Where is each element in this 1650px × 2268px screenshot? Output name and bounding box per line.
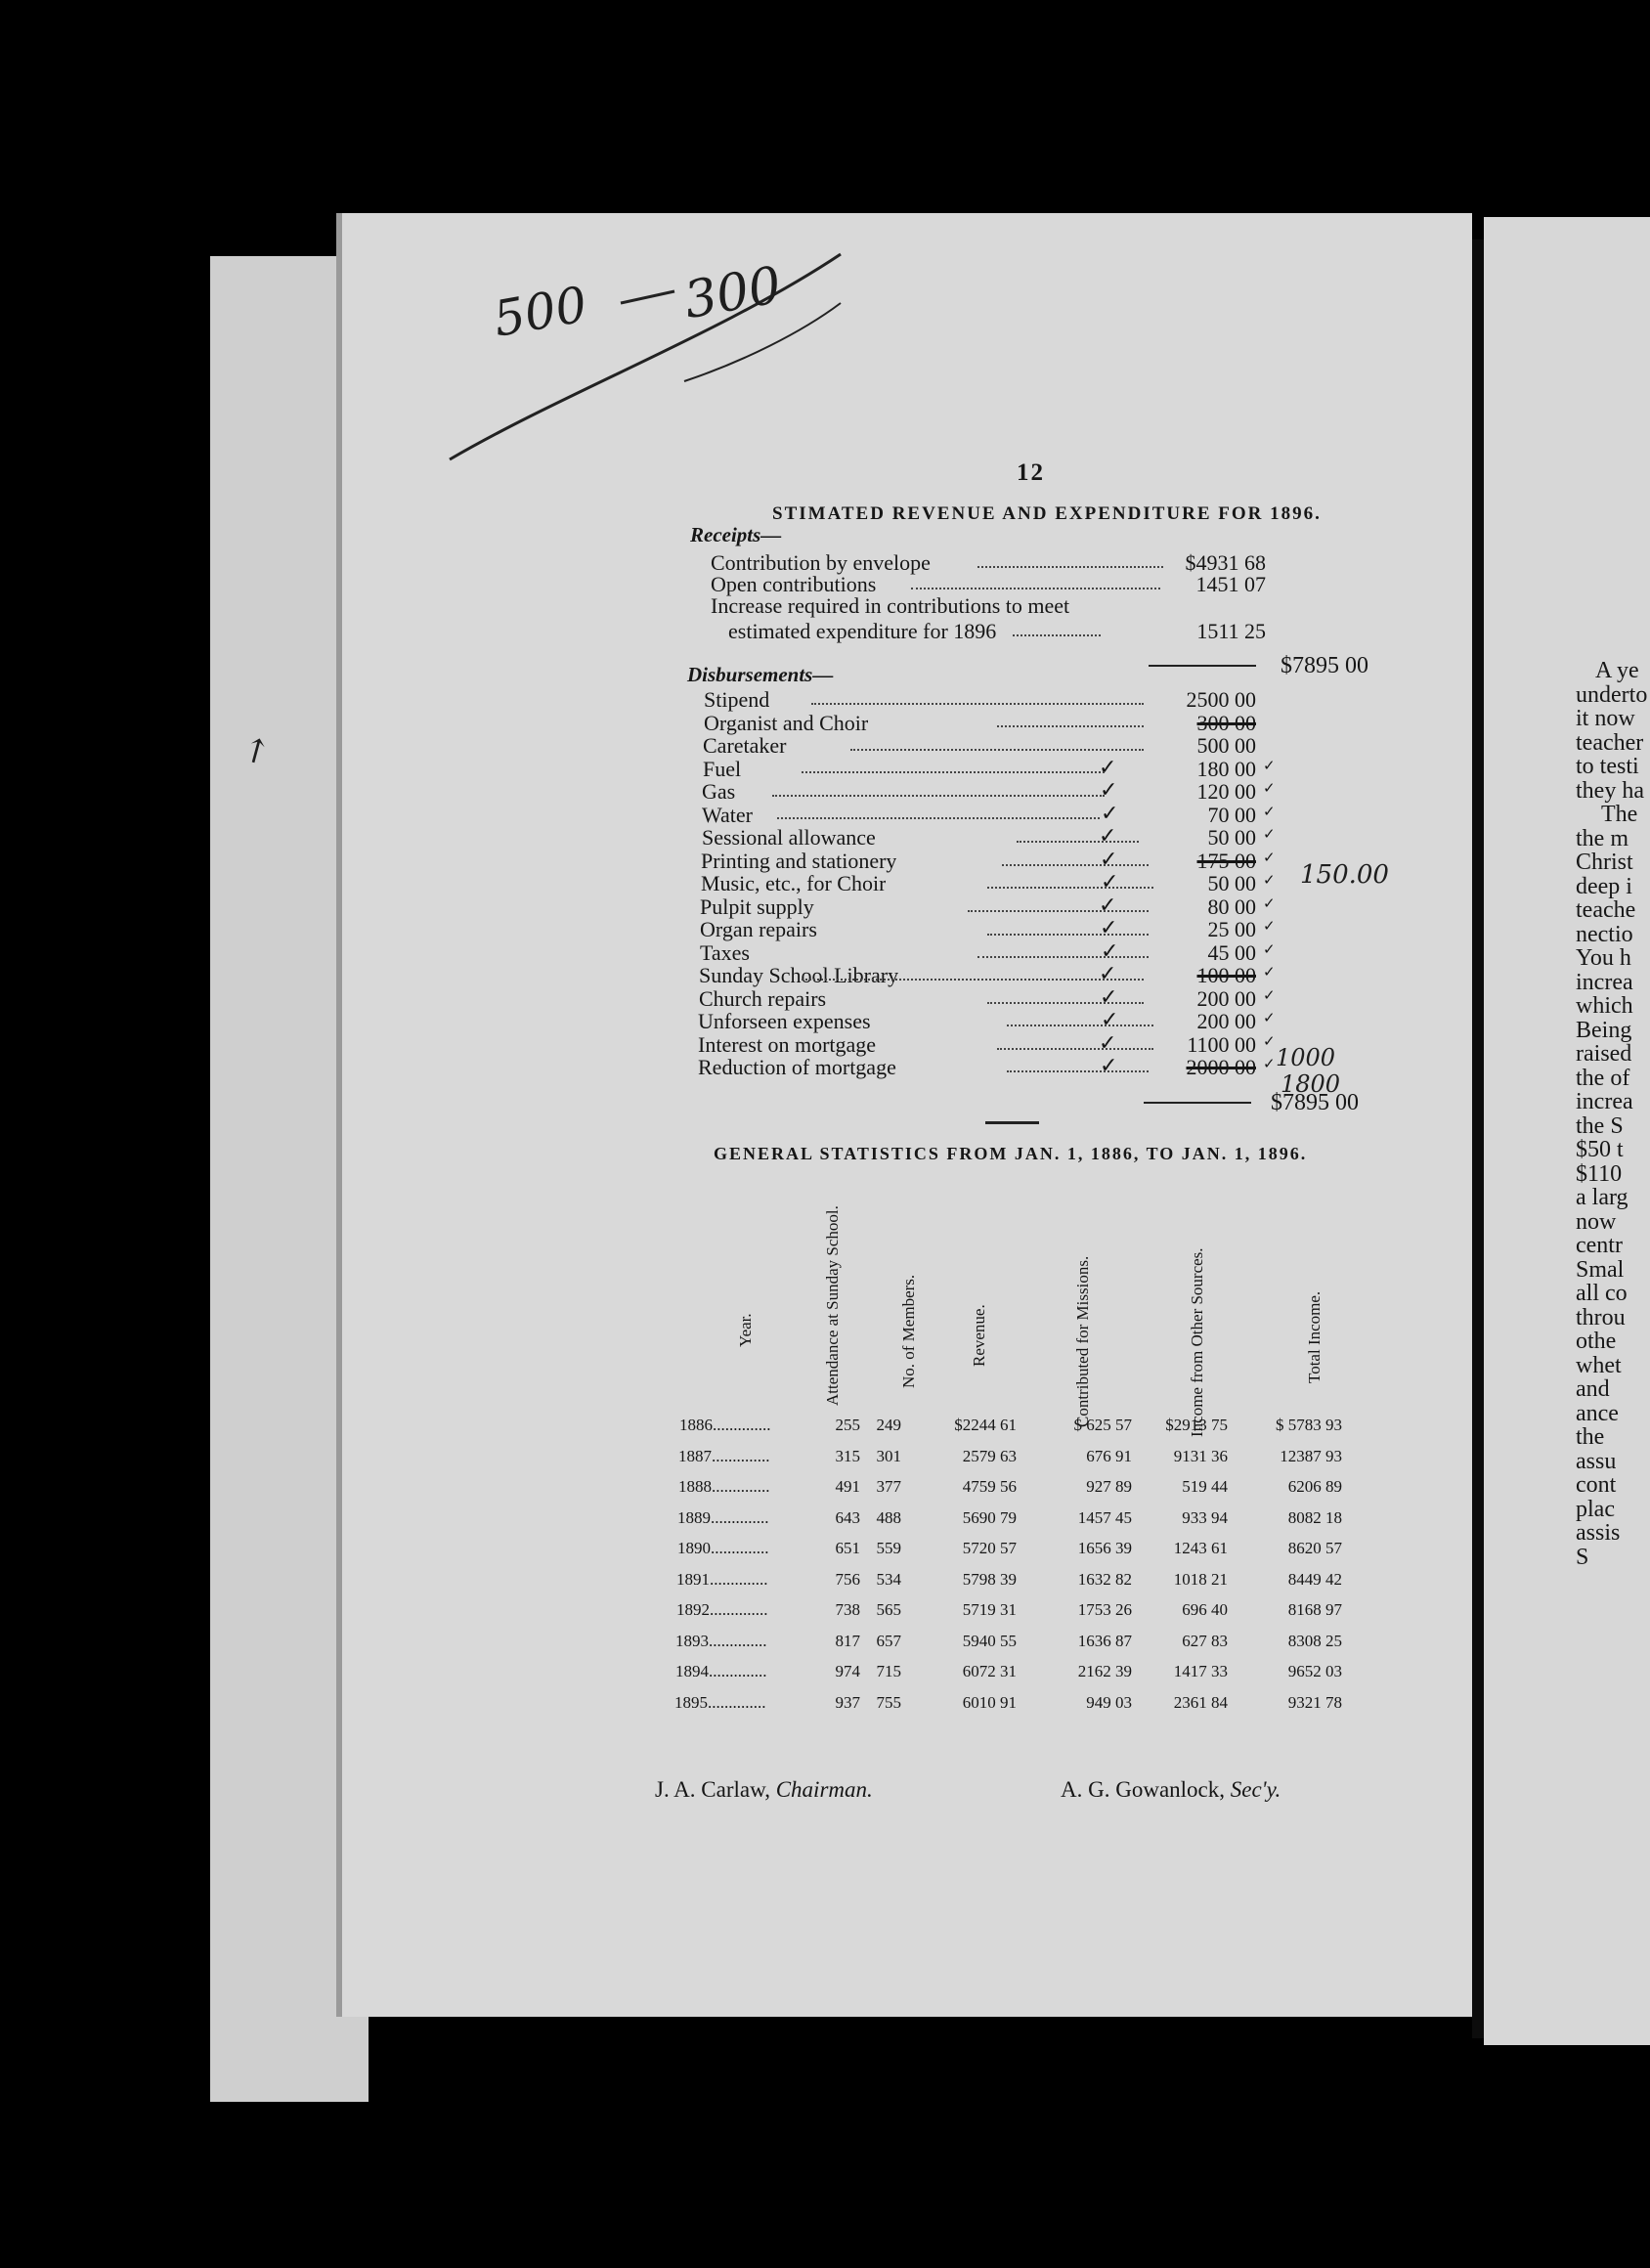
- disbursement-amount: 2500 00: [1186, 687, 1256, 712]
- table-cell: 5720 57: [962, 1539, 1017, 1557]
- handwritten-note-2: 1000: [1276, 1044, 1336, 1071]
- year-value: 1889: [677, 1507, 711, 1527]
- check-mark-icon: ✓: [1100, 846, 1118, 871]
- small-check-icon: ✓: [1263, 895, 1276, 912]
- column-header: Year.: [736, 1313, 755, 1347]
- disbursement-label: Gas: [702, 779, 736, 804]
- section-divider: [985, 1121, 1039, 1124]
- disbursement-amount: 1100 00: [1187, 1031, 1256, 1057]
- disbursement-label: Water: [702, 802, 753, 827]
- leader-dots: [802, 771, 1105, 773]
- check-mark-icon: ✓: [1100, 983, 1118, 1009]
- receipts-rule: [1149, 665, 1256, 667]
- column-header: Attendance at Sunday School.: [823, 1205, 842, 1406]
- small-check-icon: ✓: [1263, 965, 1276, 981]
- small-check-icon: ✓: [1263, 804, 1276, 820]
- right-page-line: The: [1601, 802, 1638, 827]
- table-cell: 1457 45: [1077, 1507, 1132, 1527]
- disbursement-label: Interest on mortgage: [698, 1031, 877, 1057]
- table-cell: 627 83: [1182, 1631, 1228, 1650]
- table-cell: 301: [876, 1446, 901, 1465]
- disbursement-amount: 2000 00: [1186, 1055, 1256, 1079]
- table-cell: 8082 18: [1287, 1507, 1342, 1527]
- table-cell-year: [679, 1416, 802, 1435]
- handwritten-number-1: 500: [489, 276, 591, 348]
- right-page-line: whet: [1576, 1352, 1622, 1378]
- disbursement-amount: 70 00: [1207, 802, 1256, 827]
- check-mark-icon: ✓: [1101, 800, 1119, 825]
- disbursement-label: Unforseen expenses: [698, 1009, 871, 1033]
- disbursement-amount: 80 00: [1207, 894, 1256, 919]
- disbursement-amount: 175 00: [1196, 848, 1256, 873]
- disbursement-label: Caretaker: [703, 733, 787, 758]
- table-cell-year: [674, 1693, 797, 1713]
- leader-dots: [1017, 841, 1139, 843]
- secretary-signature: [1061, 1777, 1281, 1803]
- right-page-line: increa: [1576, 1089, 1633, 1114]
- table-cell: 2162 39: [1077, 1662, 1132, 1680]
- year-value: 1895: [674, 1692, 708, 1712]
- handwritten-marks: [430, 244, 860, 469]
- table-cell: 249: [876, 1416, 901, 1434]
- right-page-line: the: [1576, 1424, 1605, 1450]
- disbursement-amount: 180 00: [1196, 756, 1256, 781]
- table-cell: 9131 36: [1173, 1446, 1228, 1465]
- table-cell: 255: [835, 1416, 860, 1434]
- receipt-amount: 1511 25: [1196, 619, 1266, 643]
- leader-dots: [1002, 864, 1149, 866]
- right-page-line: You h: [1576, 945, 1631, 971]
- right-page-line: the S: [1576, 1112, 1624, 1139]
- leader-dots: ..............: [711, 1507, 769, 1527]
- receipt-amount: 1451 07: [1195, 572, 1266, 596]
- table-cell: 696 40: [1182, 1600, 1228, 1619]
- right-page-line: assu: [1576, 1448, 1617, 1474]
- receipts-heading: Receipts—: [690, 523, 782, 546]
- secretary-title: Sec'y.: [1230, 1777, 1281, 1802]
- table-cell-year: [675, 1632, 798, 1651]
- receipt-amount: $4931 68: [1185, 550, 1266, 575]
- table-cell: 491: [835, 1477, 860, 1496]
- handwritten-note-1: 150.00: [1300, 860, 1389, 890]
- right-page-line: increa: [1576, 969, 1633, 995]
- table-cell: 565: [876, 1600, 901, 1619]
- table-cell: 12387 93: [1280, 1446, 1342, 1465]
- right-page-line: $50 t: [1576, 1137, 1624, 1162]
- year-value: 1888: [678, 1477, 712, 1496]
- small-check-icon: ✓: [1263, 941, 1276, 958]
- right-page-line: deep i: [1576, 873, 1632, 899]
- table-cell: 6010 91: [962, 1692, 1017, 1712]
- table-cell: 5719 31: [962, 1600, 1017, 1619]
- table-cell: 715: [876, 1662, 901, 1680]
- disbursement-label: Reduction of mortgage: [698, 1055, 896, 1079]
- disbursement-amount: 45 00: [1207, 939, 1256, 965]
- small-check-icon: ✓: [1263, 850, 1276, 866]
- right-page-line: A ye: [1595, 658, 1639, 683]
- small-check-icon: ✓: [1263, 919, 1276, 935]
- table-cell: 5940 55: [962, 1631, 1017, 1650]
- right-page-line: now: [1576, 1208, 1617, 1235]
- right-page-line: they ha: [1576, 777, 1644, 804]
- leader-dots: [997, 1048, 1153, 1050]
- leader-dots: ..............: [712, 1446, 770, 1465]
- table-cell: 933 94: [1182, 1507, 1228, 1527]
- column-header: Contributed for Missions.: [1073, 1255, 1092, 1427]
- table-cell: 559: [876, 1539, 901, 1557]
- table-cell: 9321 78: [1287, 1692, 1342, 1712]
- right-page-line: teacher: [1576, 729, 1644, 756]
- small-check-icon: ✓: [1263, 873, 1276, 889]
- table-cell: $2913 75: [1165, 1416, 1228, 1434]
- table-cell: 9652 03: [1287, 1662, 1342, 1680]
- disbursement-label: Sunday School Library: [699, 963, 899, 987]
- check-mark-icon: ✓: [1101, 1007, 1119, 1031]
- leader-dots: ..............: [708, 1692, 766, 1712]
- leader-dots: ..............: [709, 1631, 767, 1650]
- receipt-label: estimated expenditure for 1896: [728, 619, 997, 643]
- table-cell: 5690 79: [962, 1507, 1017, 1527]
- disbursement-amount: 50 00: [1207, 825, 1256, 850]
- margin-mark-icon: ↗: [234, 726, 279, 775]
- table-cell: 657: [876, 1631, 901, 1650]
- year-value: 1887: [678, 1446, 712, 1465]
- leader-dots: ..............: [709, 1662, 767, 1680]
- check-mark-icon: ✓: [1099, 892, 1117, 917]
- disbursement-label: Pulpit supply: [700, 894, 814, 919]
- leader-dots: [977, 566, 1163, 568]
- disbursement-amount: 500 00: [1196, 733, 1256, 758]
- check-mark-icon: ✓: [1100, 915, 1118, 939]
- receipt-label: Increase required in contributions to meet: [711, 593, 1070, 618]
- table-cell: $ 5783 93: [1276, 1416, 1342, 1434]
- chairman-signature: [655, 1777, 873, 1803]
- check-mark-icon: ✓: [1100, 777, 1118, 802]
- right-page-line: plac: [1576, 1496, 1615, 1522]
- right-page-line: and: [1576, 1376, 1610, 1402]
- chairman-name: J. A. Carlaw,: [655, 1777, 770, 1802]
- receipt-label: Contribution by envelope: [711, 550, 931, 575]
- leader-dots: [811, 703, 1144, 705]
- leader-dots: [977, 956, 1149, 958]
- table-cell-year: [677, 1508, 800, 1528]
- disbursement-label: Fuel: [703, 756, 742, 781]
- leader-dots: [987, 934, 1149, 936]
- small-check-icon: ✓: [1263, 758, 1276, 774]
- disbursements-heading: Disbursements—: [687, 663, 834, 686]
- table-cell-year: [678, 1477, 801, 1497]
- small-check-icon: ✓: [1263, 1011, 1276, 1026]
- disbursement-label: Organ repairs: [700, 917, 817, 941]
- table-cell: 755: [876, 1692, 901, 1712]
- disbursement-label: Printing and stationery: [701, 848, 897, 873]
- table-cell: 5798 39: [962, 1569, 1017, 1589]
- disbursement-amount: 200 00: [1196, 1009, 1256, 1033]
- year-value: 1893: [675, 1631, 709, 1650]
- disbursement-label: Sessional allowance: [702, 825, 876, 850]
- chairman-title: Chairman.: [775, 1777, 873, 1802]
- leader-dots: [968, 910, 1149, 912]
- right-page-line: raised: [1576, 1041, 1632, 1067]
- table-cell: 1417 33: [1173, 1662, 1228, 1680]
- small-check-icon: ✓: [1263, 827, 1276, 843]
- table-cell: 8449 42: [1287, 1569, 1342, 1589]
- right-page-line: underto: [1576, 681, 1648, 708]
- table-cell: 519 44: [1182, 1477, 1228, 1496]
- table-cell: 937: [835, 1692, 860, 1712]
- leader-dots: [987, 887, 1153, 889]
- handwritten-number-2: 300: [679, 255, 786, 331]
- column-header: Income from Other Sources.: [1188, 1247, 1206, 1437]
- table-cell: 756: [835, 1569, 860, 1589]
- table-cell: 315: [835, 1446, 860, 1465]
- disbursement-label: Taxes: [700, 939, 750, 965]
- disbursement-amount: 100 00: [1196, 963, 1256, 987]
- right-page-line: all co: [1576, 1281, 1628, 1306]
- table-cell: 2579 63: [962, 1446, 1017, 1465]
- check-mark-icon: ✓: [1101, 938, 1119, 963]
- table-cell: 738: [835, 1600, 860, 1619]
- small-check-icon: ✓: [1263, 987, 1276, 1004]
- leader-dots: ..............: [712, 1477, 770, 1496]
- right-page-line: a larg: [1576, 1185, 1628, 1210]
- leader-dots: [997, 725, 1144, 727]
- table-cell: 643: [835, 1507, 860, 1527]
- right-page-line: S: [1576, 1544, 1589, 1570]
- year-value: 1892: [676, 1600, 710, 1619]
- right-page-line: $110: [1576, 1160, 1623, 1187]
- table-cell-year: [675, 1662, 798, 1681]
- small-check-icon: ✓: [1263, 1057, 1276, 1072]
- table-cell-year: [677, 1539, 800, 1558]
- table-cell: 2361 84: [1173, 1692, 1228, 1712]
- table-cell: 1018 21: [1173, 1569, 1228, 1589]
- right-page-line: Christ: [1576, 850, 1633, 875]
- leader-dots: [850, 749, 1144, 751]
- page-number: 12: [1017, 459, 1045, 486]
- check-mark-icon: ✓: [1099, 754, 1117, 779]
- year-value: 1891: [676, 1569, 710, 1589]
- small-check-icon: ✓: [1263, 781, 1276, 797]
- table-cell: 8620 57: [1287, 1539, 1342, 1557]
- disbursement-amount: 300 00: [1196, 710, 1256, 735]
- right-page-line: throu: [1576, 1304, 1626, 1330]
- column-header: No. of Members.: [899, 1274, 918, 1388]
- leader-dots: [1007, 1025, 1153, 1026]
- table-cell: 6206 89: [1287, 1477, 1342, 1496]
- disbursement-label: Church repairs: [699, 985, 827, 1011]
- right-page-line: centr: [1576, 1233, 1623, 1258]
- right-page-line: Smal: [1576, 1256, 1625, 1283]
- book-gutter: [1472, 240, 1484, 2038]
- disbursement-amount: 25 00: [1207, 917, 1256, 941]
- check-mark-icon: ✓: [1100, 1053, 1118, 1077]
- column-header: Total Income.: [1305, 1290, 1324, 1383]
- disbursements-rule: [1144, 1102, 1251, 1104]
- right-page-line: cont: [1576, 1472, 1617, 1498]
- table-cell: 8168 97: [1287, 1600, 1342, 1619]
- year-value: 1886: [679, 1416, 713, 1434]
- right-page-line: othe: [1576, 1329, 1617, 1354]
- table-cell: 974: [835, 1662, 860, 1680]
- column-header: Revenue.: [970, 1304, 988, 1367]
- table-cell: 927 89: [1086, 1477, 1132, 1496]
- check-mark-icon: ✓: [1101, 869, 1119, 894]
- table-cell-year: [676, 1600, 799, 1620]
- leader-dots: [802, 979, 1144, 981]
- table-cell-year: [678, 1447, 801, 1466]
- disbursement-label: Stipend: [704, 687, 770, 712]
- table-cell: 949 03: [1086, 1692, 1132, 1712]
- disbursement-amount: 200 00: [1196, 985, 1256, 1011]
- right-page-line: nectio: [1576, 921, 1633, 947]
- right-page-line: assis: [1576, 1520, 1621, 1546]
- leader-dots: [987, 1002, 1144, 1004]
- table-cell: 6072 31: [962, 1662, 1017, 1680]
- leader-dots: [772, 795, 1105, 797]
- table-cell: 1636 87: [1077, 1631, 1132, 1650]
- right-page-line: ance: [1576, 1400, 1619, 1426]
- table-cell: 4759 56: [962, 1477, 1017, 1496]
- table-cell: 1753 26: [1077, 1600, 1132, 1619]
- right-page-line: which: [1576, 993, 1633, 1019]
- table-cell: 534: [876, 1569, 901, 1589]
- leader-dots: [1013, 634, 1101, 636]
- right-page-line: to testi: [1576, 754, 1639, 779]
- secretary-name: A. G. Gowanlock,: [1061, 1777, 1225, 1802]
- table-cell: 817: [835, 1631, 860, 1650]
- leader-dots: [911, 588, 1160, 589]
- small-check-icon: ✓: [1263, 1033, 1276, 1050]
- table-cell: 1656 39: [1077, 1539, 1132, 1557]
- leader-dots: ..............: [710, 1569, 768, 1589]
- right-page-line: the of: [1576, 1065, 1630, 1091]
- table-cell: $ 625 57: [1073, 1416, 1132, 1434]
- table-cell: 1243 61: [1173, 1539, 1228, 1557]
- check-mark-icon: ✓: [1099, 1029, 1117, 1055]
- disbursement-amount: 50 00: [1207, 871, 1256, 895]
- year-value: 1890: [677, 1539, 711, 1557]
- receipt-label: Open contributions: [711, 572, 877, 596]
- receipts-total: $7895 00: [1281, 653, 1368, 678]
- table-cell: 676 91: [1086, 1446, 1132, 1465]
- disbursements-total: $7895 00: [1271, 1090, 1359, 1115]
- leader-dots: ..............: [711, 1539, 769, 1557]
- table-cell: 8308 25: [1287, 1631, 1342, 1650]
- table-cell: 651: [835, 1539, 860, 1557]
- leader-dots: [777, 817, 1100, 819]
- estimate-title: STIMATED REVENUE AND EXPENDITURE FOR 1896.: [772, 503, 1322, 524]
- table-cell: 488: [876, 1507, 901, 1527]
- check-mark-icon: ✓: [1099, 961, 1117, 985]
- right-page-line: Being: [1576, 1017, 1632, 1043]
- disbursement-label: Music, etc., for Choir: [701, 871, 887, 895]
- table-cell: $2244 61: [954, 1416, 1017, 1434]
- right-page-line: teache: [1576, 897, 1636, 923]
- statistics-title: GENERAL STATISTICS FROM JAN. 1, 1886, TO JAN. 1, 1896.: [714, 1144, 1308, 1163]
- leader-dots: ..............: [713, 1416, 771, 1434]
- handwritten-note-3: 1800: [1281, 1070, 1341, 1098]
- table-cell-year: [676, 1570, 799, 1590]
- disbursement-amount: 120 00: [1196, 779, 1256, 804]
- right-page-line: the m: [1576, 825, 1628, 851]
- right-page-line: it now: [1576, 706, 1635, 731]
- leader-dots: [1007, 1070, 1149, 1072]
- check-mark-icon: ✓: [1099, 823, 1117, 848]
- leader-dots: ..............: [710, 1600, 768, 1619]
- year-value: 1894: [675, 1662, 709, 1680]
- disbursement-label: Organist and Choir: [704, 710, 869, 735]
- table-cell: 377: [876, 1477, 901, 1496]
- table-cell: 1632 82: [1077, 1569, 1132, 1589]
